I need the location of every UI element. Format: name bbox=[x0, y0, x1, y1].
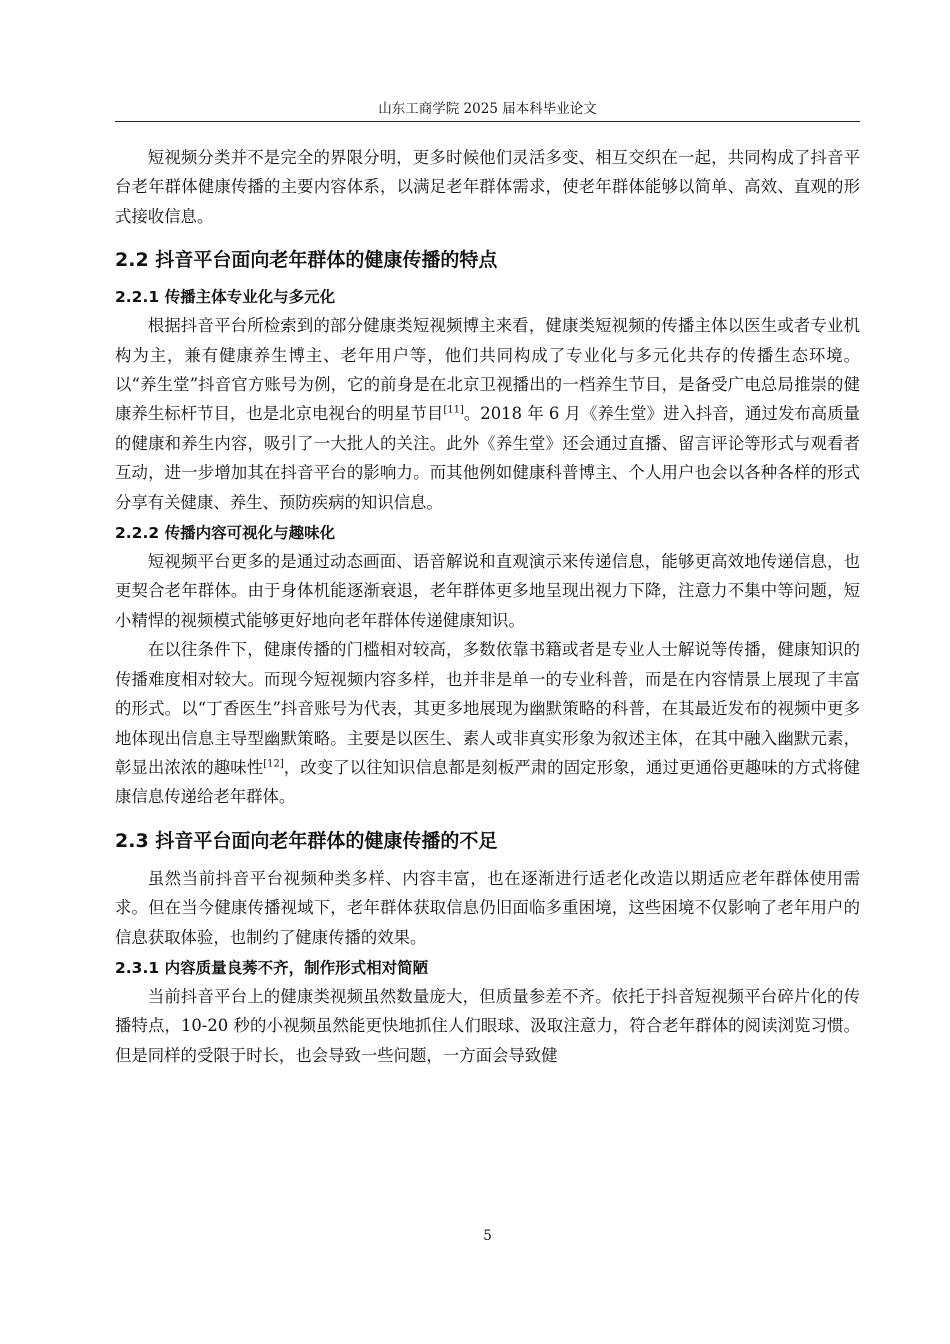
header-divider bbox=[115, 121, 860, 122]
paragraph-text: 。2018 年 6 月《养生堂》进入抖音，通过发布高质量的健康和养生内容，吸引了一大批人的关注。此外《养生堂》还会通过直播、留言评论等形式与观看者互动，进一步增加其在抖音平台的影响力。而其他例如健康科普博主、个人用户也会以各种各样的形式分享有关健康、养生、预防疾病的知识信息。 bbox=[115, 404, 860, 512]
subsection-number: 2.2.2 bbox=[115, 524, 160, 543]
section-title: 抖音平台面向老年群体的健康传播的不足 bbox=[155, 829, 498, 852]
subsection-heading-2-2-2 bbox=[115, 519, 860, 547]
paragraph-visualization: 短视频平台更多的是通过动态画面、语音解说和直观演示来传递信息，能够更高效地传递信息，也更契合老年群体。由于身体机能逐渐衰退，老年群体更多地呈现出视力下降，注意力不集中等问题，短小精悍的视频模式能够更好地向老年群体传递健康知识。 bbox=[115, 552, 860, 630]
section-heading-2-3 bbox=[115, 824, 860, 858]
section-title: 抖音平台面向老年群体的健康传播的特点 bbox=[155, 249, 498, 272]
subsection-title: 内容质量良莠不齐，制作形式相对简陋 bbox=[164, 958, 429, 977]
paragraph-shortcomings-intro: 虽然当前抖音平台视频种类多样、内容丰富，也在逐渐进行适老化改造以期适应老年群体使用需求。但在当今健康传播视域下，老年群体获取信息仍旧面临多重困境，这些困境不仅影响了老年用户的信息获取体验，也制约了健康传播的效果。 bbox=[115, 868, 860, 947]
paragraph-content-quality: 当前抖音平台上的健康类视频虽然数量庞大，但质量参差不齐。依托于抖音短视频平台碎片化的传播特点，10-20 秒的小视频虽然能更快地抓住人们眼球、汲取注意力，符合老年群体的阅读浏览习惯。但是同样的受限于时长，也会导致一些问题，一方面会导致健 bbox=[115, 986, 860, 1065]
section-number: 2.3 bbox=[115, 829, 149, 852]
subsection-title: 传播内容可视化与趣味化 bbox=[164, 524, 336, 543]
citation-reference: [12] bbox=[263, 758, 284, 770]
page-body bbox=[115, 143, 860, 1070]
subsection-heading-2-2-1 bbox=[115, 283, 860, 311]
paragraph-text: 在以往条件下，健康传播的门槛相对较高，多数依靠书籍或者是专业人士解说等传播，健康知识的传播难度相对较大。而现今短视频内容多样，也并非是单一的专业科普，而是在内容情景上展现了丰富的形式。以“丁香医生”抖音账号为代表，其更多地展现为幽默策略的科普，在其最近发布的视频中更多地体现出信息主导型幽默策略。主要是以医生、素人或非真实形象为叙述主体，在其中融入幽默元素，彰显出浓浓的趣味性 bbox=[115, 640, 860, 777]
citation-reference: [11] bbox=[443, 404, 464, 416]
subsection-number: 2.2.1 bbox=[115, 288, 160, 307]
subsection-heading-2-3-1 bbox=[115, 954, 860, 982]
paragraph-entertainment bbox=[115, 635, 860, 811]
subsection-title: 传播主体专业化与多元化 bbox=[164, 288, 336, 307]
paragraph-communication-subject bbox=[115, 311, 860, 517]
intro-paragraph: 短视频分类并不是完全的界限分明，更多时候他们灵活多变、相互交织在一起，共同构成了抖音平台老年群体健康传播的主要内容体系，以满足老年群体需求，使老年群体能够以简单、高效、直观的形式接收信息。 bbox=[115, 148, 860, 226]
paragraph-text: ，改变了以往知识信息都是刻板严肃的固定形象，通过更通俗更趣味的方式将健康信息传递给老年群体。 bbox=[115, 757, 860, 807]
paragraph-text: 根据抖音平台所检索到的部分健康类短视频博主来看，健康类短视频的传播主体以医生或者专业机构为主，兼有健康养生博主、老年用户等，他们共同构成了专业化与多元化共存的传播生态环境。以“养生堂”抖音官方账号为例，它的前身是在北京卫视播出的一档养生节目，是备受广电总局推崇的健康养生标杆节目，也是北京电视台的明星节目 bbox=[115, 316, 860, 424]
section-heading-2-2 bbox=[115, 243, 860, 277]
subsection-number: 2.3.1 bbox=[115, 958, 160, 977]
running-header: 山东工商学院 2025 届本科毕业论文 bbox=[378, 101, 597, 117]
section-number: 2.2 bbox=[115, 249, 149, 272]
page-number: 5 bbox=[483, 1228, 492, 1244]
